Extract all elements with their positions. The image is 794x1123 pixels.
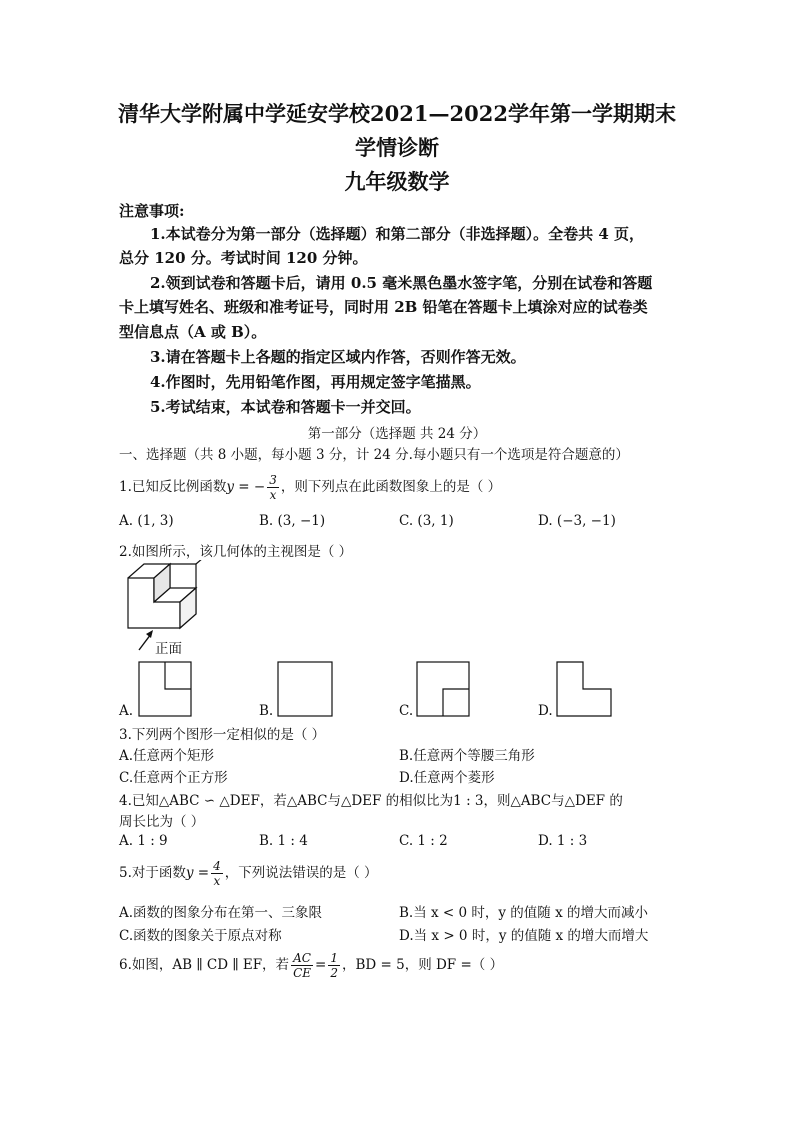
q6-denominator: CE <box>293 966 312 980</box>
exam-title-line2: 学情诊断 <box>355 135 439 160</box>
q3-stem: 3.下列两个图形一定相似的是（ ） <box>119 727 326 743</box>
q2-option-b-label: B. <box>259 703 274 719</box>
q5-fraction <box>211 859 223 888</box>
q5-option-c: C.函数的图象关于原点对称 <box>119 928 282 944</box>
q1-numerator: 3 <box>269 473 277 487</box>
q1-option-a: A. (1, 3) <box>119 513 174 529</box>
notice-item-1b: 总分 120 分。考试时间 120 分钟。 <box>119 249 368 267</box>
q6-equals: = <box>315 957 327 973</box>
q4-option-b: B. 1 : 4 <box>259 833 308 849</box>
q5-denominator: x <box>213 874 221 888</box>
q4-option-a: A. 1 : 9 <box>119 833 168 849</box>
q5-prefix: 5.对于函数 <box>119 865 186 881</box>
q6-numerator2: 1 <box>330 951 338 965</box>
notice-item-2c: 型信息点（A 或 B）。 <box>119 323 267 341</box>
q5-stem <box>119 856 378 890</box>
q5-suffix: ，下列说法错误的是（ ） <box>224 865 378 881</box>
q5-numerator: 4 <box>213 859 221 873</box>
q5-expr: y = <box>185 865 210 881</box>
exam-title-line3: 九年级数学 <box>344 169 450 194</box>
q3-option-c: C.任意两个正方形 <box>119 770 228 786</box>
q5-option-d: D.当 x > 0 时，y 的值随 x 的增大而增大 <box>399 928 649 944</box>
q2-option-c-label: C. <box>399 703 414 719</box>
q3-option-a: A.任意两个矩形 <box>119 748 215 764</box>
q2-option-d-label: D. <box>538 703 553 719</box>
q4-option-c: C. 1 : 2 <box>399 833 448 849</box>
q1-option-d: D. (−3, −1) <box>538 513 616 529</box>
notice-item-2b: 卡上填写姓名、班级和准考证号，同时用 2B 铅笔在答题卡上填涂对应的试卷类 <box>119 298 648 316</box>
q1-suffix: ，则下列点在此函数图象上的是（ ） <box>280 479 502 495</box>
q5-option-b: B.当 x < 0 时，y 的值随 x 的增大而减小 <box>399 905 649 921</box>
q4-stem-line2: 周长比为（ ） <box>119 814 205 830</box>
q2-option-a-label: A. <box>119 703 134 719</box>
q6-suffix: ，BD = 5，则 DF =（ ） <box>341 957 504 973</box>
notice-item-1a: 1.本试卷分为第一部分（选择题）和第二部分（非选择题）。全卷共 4 页， <box>150 225 645 243</box>
q3-option-d: D.任意两个菱形 <box>399 770 495 786</box>
notice-heading: 注意事项: <box>119 202 185 220</box>
q6-stem <box>119 948 503 982</box>
q1-option-b: B. (3, −1) <box>259 513 326 529</box>
q2-option-c-figure <box>416 661 470 717</box>
q6-denominator2: 2 <box>330 966 338 980</box>
notice-item-3: 3.请在答题卡上各题的指定区域内作答，否则作答无效。 <box>150 348 526 366</box>
q1-expr: y = − <box>226 479 266 495</box>
q6-numerator: AC <box>291 951 313 966</box>
q5-option-a: A.函数的图象分布在第一、三象限 <box>119 905 323 921</box>
q1-prefix: 1.已知反比例函数 <box>119 479 227 495</box>
q4-option-d: D. 1 : 3 <box>538 833 588 849</box>
q6-fraction-value <box>328 951 340 980</box>
q2-option-a-figure <box>138 661 192 717</box>
q2-option-b-figure <box>277 661 333 717</box>
q2-option-d-figure <box>556 661 612 717</box>
notice-item-2a: 2.领到试卷和答题卡后，请用 0.5 毫米黑色墨水签字笔，分别在试卷和答题 <box>150 274 653 292</box>
part1-heading: 第一部分（选择题 共 24 分） <box>307 426 487 442</box>
front-arrow-icon <box>136 628 156 652</box>
exam-title-line1: 清华大学附属中学延安学校2021—2022学年第一学期期末 <box>118 101 676 126</box>
section-heading: 一、选择题（共 8 小题，每小题 3 分，计 24 分.每小题只有一个选项是符合题意的） <box>119 447 629 463</box>
q1-fraction <box>267 473 279 502</box>
q1-option-c: C. (3, 1) <box>399 513 454 529</box>
q6-prefix: 6.如图，AB ∥ CD ∥ EF，若 <box>119 957 290 973</box>
q2-stem: 2.如图所示，该几何体的主视图是（ ） <box>119 544 353 560</box>
q1-denominator: x <box>269 488 277 502</box>
q3-option-b: B.任意两个等腰三角形 <box>399 748 535 764</box>
q4-stem-line1: 4.已知△ABC ∽ △DEF，若△ABC与△DEF 的相似比为1 : 3，则△ABC与△DEF 的 <box>119 793 623 809</box>
q2-front-label: 正面 <box>155 641 182 657</box>
q6-fraction-ratio <box>291 951 313 980</box>
q1-stem <box>119 470 501 504</box>
notice-item-5: 5.考试结束，本试卷和答题卡一并交回。 <box>150 398 421 416</box>
notice-item-4: 4.作图时，先用铅笔作图，再用规定签字笔描黑。 <box>150 373 481 391</box>
